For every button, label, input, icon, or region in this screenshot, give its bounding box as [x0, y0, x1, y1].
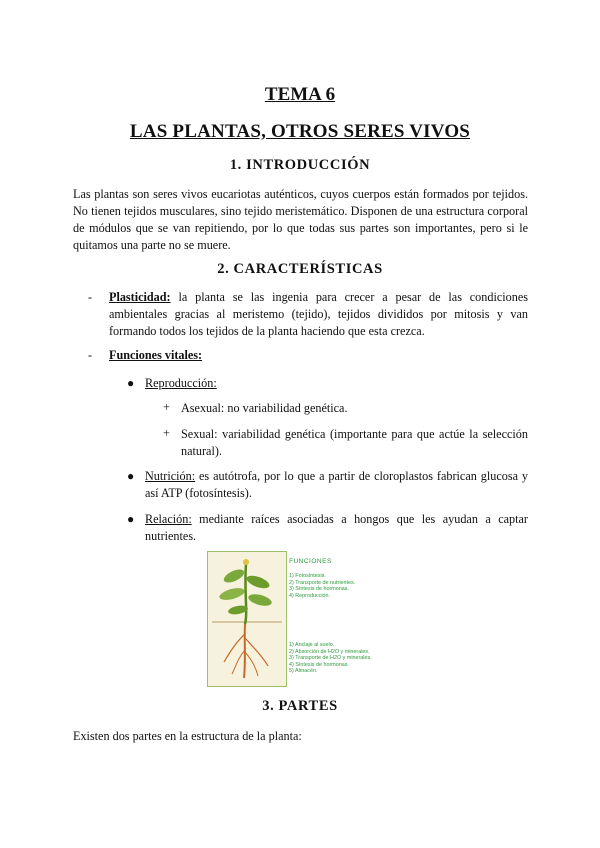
intro-paragraph: Las plantas son seres vivos eucariotas auténticos, cuyos cuerpos están formados por tejidos. No tienen tejidos musculares, sino tejido meristemático. Disponen de una estructura corporal de módulos que se van repitiendo, por lo que todas sus partes son importantes, pero si le quitamos una parte no se muere. [73, 187, 528, 252]
relacion-text: mediante raíces asociadas a hongos que les ayudan a captar nutrientes. [145, 512, 528, 543]
relacion-item [145, 511, 528, 545]
funciones-item [109, 347, 528, 364]
plasticidad-item [109, 289, 528, 340]
root-branch [232, 650, 245, 674]
sexual-item: Sexual: variabilidad genética (importante para que actúe la selección natural). [181, 427, 528, 458]
dash-marker: - [88, 348, 93, 362]
figure-lower-item: 5) Almacén. [289, 668, 318, 675]
page-title: LAS PLANTAS, OTROS SERES VIVOS [129, 121, 471, 142]
figure-lower-item: 4) Síntesis de hormonas. [289, 661, 349, 668]
leaf-shape [245, 573, 271, 591]
reproduccion-label: Reproducción: [145, 376, 217, 390]
root-branch [245, 638, 268, 666]
root-branch [245, 652, 258, 676]
plasticidad-label: Plasticidad: [109, 290, 171, 304]
plus-marker: + [163, 426, 170, 440]
leaf-shape [247, 592, 273, 608]
asexual-item: Asexual: no variabilidad genética. [181, 401, 348, 415]
leaf-shape [222, 567, 246, 585]
figure-lower-list [289, 642, 372, 675]
plant-illustration [207, 551, 287, 687]
figure-lower-item: 1) Anclaje al suelo. [289, 642, 335, 648]
nutricion-text: es autótrofa, por lo que a partir de cloroplastos fabrican glucosa y así ATP (fotosíntesis). [145, 469, 528, 500]
figure-upper-item: 2) Transporte de nutrientes. [289, 579, 356, 586]
figure-lower-item: 2) Absorción de H2O y minerales. [289, 648, 370, 655]
funciones-label: Funciones vitales: [109, 348, 203, 362]
bullet-marker: ● [127, 512, 135, 526]
plasticidad-text: la planta se las ingenia para crecer a pesar de las condiciones ambientales gracias al meristemo (tejido), tejidos divididos por mitosis y van formando todos los tejidos de la planta haciendo que esta crezca. [109, 290, 528, 338]
figure-upper-item: 1) Fotosíntesis. [289, 573, 326, 579]
partes-paragraph: Existen dos partes en la estructura de la planta: [73, 729, 302, 743]
plant-drawing [208, 552, 286, 686]
root-branch [224, 634, 245, 662]
figure-upper-list [289, 573, 355, 599]
figure-upper-item: 3) Síntesis de hormonas. [289, 586, 349, 593]
figure-title: FUNCIONES [289, 558, 332, 565]
dash-marker: - [88, 290, 93, 304]
relacion-label: Relación: [145, 512, 192, 526]
plant-stem [245, 564, 246, 624]
heading-caracteristicas: 2. CARACTERÍSTICAS [217, 261, 383, 277]
leaf-shape [218, 586, 246, 602]
nutricion-item [145, 468, 528, 502]
heading-introduccion: 1. INTRODUCCIÓN [229, 157, 371, 173]
flower-shape [243, 559, 249, 565]
nutricion-label: Nutrición: [145, 469, 196, 483]
figure-upper-item: 4) Reproducción. [289, 592, 331, 599]
heading-partes: 3. PARTES [262, 698, 338, 714]
plus-marker: + [163, 400, 170, 414]
bullet-marker: ● [127, 376, 135, 390]
reproduccion-item [145, 375, 528, 392]
bullet-marker: ● [127, 469, 135, 483]
figure-lower-item: 3) Transporte de H2O y minerales. [289, 655, 372, 662]
plant-figure [207, 551, 397, 687]
topic-number: TEMA 6 [264, 84, 336, 105]
